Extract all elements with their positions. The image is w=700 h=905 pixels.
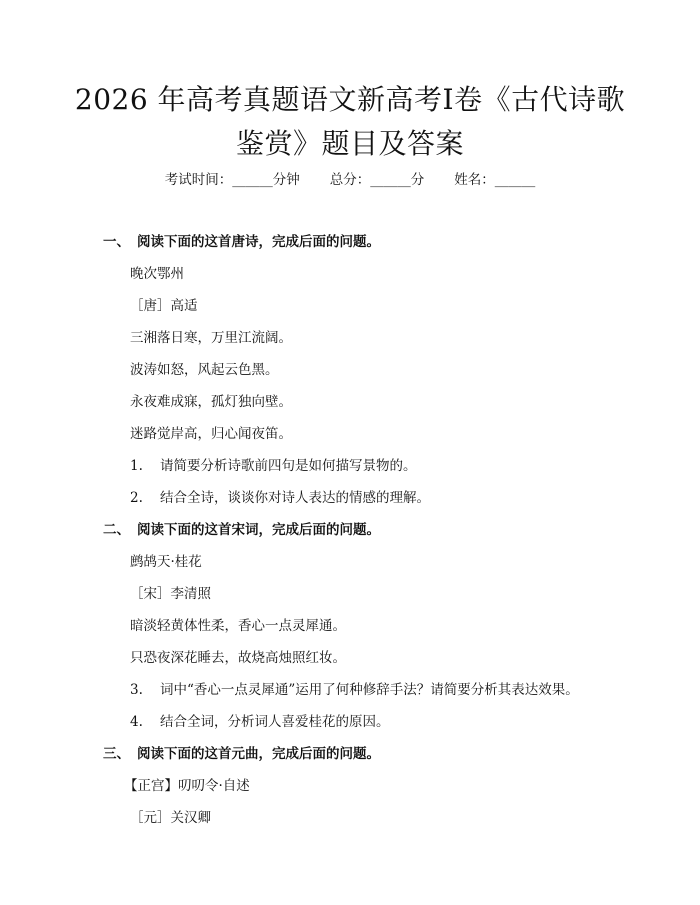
total-score: 总分：______分 (329, 172, 425, 188)
section-instruction: 阅读下面的这首宋词，完成后面的问题。 (137, 522, 380, 538)
poem-verse: 只恐夜深花睡去，故烧高烛照红妆。 (130, 650, 346, 666)
poem-author: ［宋］李清照 (130, 586, 211, 602)
poem-title: 晚次鄂州 (130, 266, 184, 282)
poem-verse: 迷路觉岸高，归心闻夜笛。 (130, 426, 292, 442)
section-heading (103, 742, 380, 762)
poem-author: ［元］关汉卿 (130, 810, 211, 826)
section-instruction: 阅读下面的这首唐诗，完成后面的问题。 (137, 234, 380, 250)
question (130, 710, 390, 730)
section-number: 一、 (103, 234, 130, 250)
poem-verse: 波涛如怒，风起云色黑。 (130, 362, 279, 378)
question-number: 1. (130, 458, 143, 474)
student-name: 姓名：______ (454, 172, 536, 188)
document-title (60, 78, 640, 166)
poem-title: 鹧鸪天·桂花 (130, 554, 202, 570)
poem-verse: 永夜难成寐，孤灯独向壁。 (130, 394, 292, 410)
question-number: 4. (130, 714, 143, 730)
section-instruction: 阅读下面的这首元曲，完成后面的问题。 (137, 746, 380, 762)
title-line-2: 鉴赏》题目及答案 (235, 127, 464, 160)
question-number: 2. (130, 490, 143, 506)
title-line-1: 2026 年高考真题语文新高考Ⅰ卷《古代诗歌 (74, 83, 626, 116)
poem-verse: 暗淡轻黄体性柔，香心一点灵犀通。 (130, 618, 346, 634)
section-heading (103, 230, 380, 250)
section-number: 二、 (103, 522, 130, 538)
question (130, 454, 417, 474)
question-text: 结合全诗，谈谈你对诗人表达的情感的理解。 (160, 490, 430, 506)
question-number: 3. (130, 682, 143, 698)
section-heading (103, 518, 380, 538)
section-number: 三、 (103, 746, 130, 762)
exam-info (0, 168, 700, 188)
question-text: 结合全词，分析词人喜爱桂花的原因。 (160, 714, 390, 730)
question (130, 486, 430, 506)
question-text: 词中“香心一点灵犀通”运用了何种修辞手法？请简要分析其表达效果。 (160, 682, 579, 698)
exam-time: 考试时间：______分钟 (164, 172, 300, 188)
question-text: 请简要分析诗歌前四句是如何描写景物的。 (160, 458, 417, 474)
poem-author: ［唐］高适 (130, 298, 198, 314)
poem-title: 【正宫】叨叨令·自述 (124, 778, 250, 794)
poem-verse: 三湘落日寒，万里江流阔。 (130, 330, 292, 346)
question (130, 678, 579, 698)
